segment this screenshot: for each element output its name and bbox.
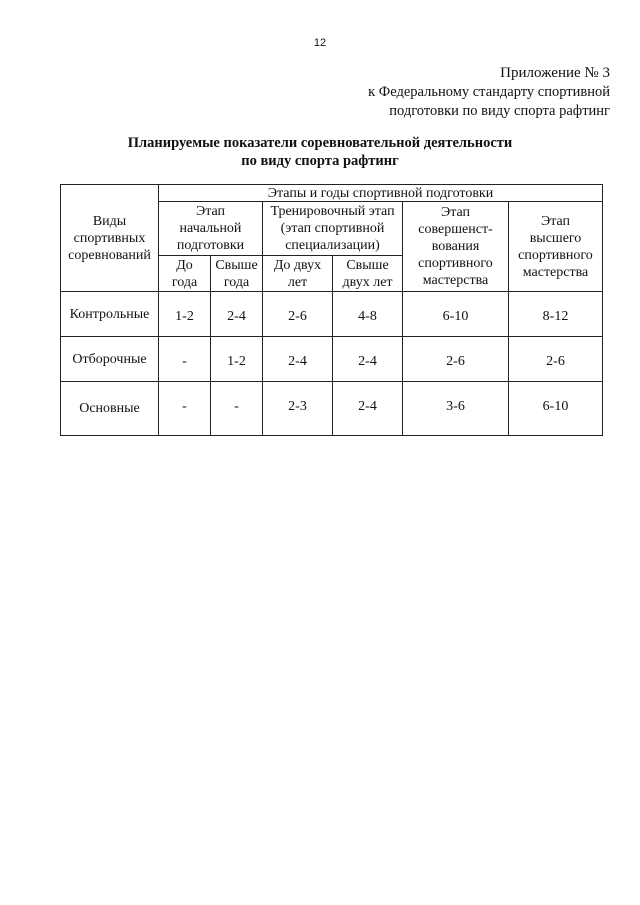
table-row <box>61 337 603 382</box>
header-stage-training: Тренировочный этап (этап спортивной специализации) <box>263 202 403 256</box>
appendix-line-1: Приложение № 3 <box>500 65 610 81</box>
header-training-over-two-years: Свыше двух лет <box>333 256 403 292</box>
table-cell: - <box>211 382 263 436</box>
document-title <box>0 134 640 170</box>
header-stage-initial: Этап начальной подготовки <box>159 202 263 256</box>
table-cell: - <box>159 337 211 382</box>
table-cell: 1-2 <box>159 292 211 337</box>
header-competition-types: Виды спортивных соревнований <box>61 185 159 292</box>
table-cell: 2-6 <box>263 292 333 337</box>
table-cell: 2-6 <box>403 337 509 382</box>
appendix-line-2: к Федеральному стандарту спортивной <box>368 84 610 100</box>
table-cell: 3-6 <box>403 382 509 436</box>
table-cell: 2-4 <box>211 292 263 337</box>
table-cell: 2-4 <box>333 337 403 382</box>
appendix-block <box>368 64 610 121</box>
header-initial-up-to-year: До года <box>159 256 211 292</box>
table-row <box>61 292 603 337</box>
row-label: Контрольные <box>61 292 159 337</box>
table-cell: 8-12 <box>509 292 603 337</box>
appendix-line-3: подготовки по виду спорта рафтинг <box>389 103 610 119</box>
title-line-1: Планируемые показатели соревновательной деятельности <box>127 135 513 151</box>
table-cell: 2-4 <box>333 382 403 436</box>
row-label: Основные <box>61 382 159 436</box>
table-cell: 4-8 <box>333 292 403 337</box>
table-row <box>61 382 603 436</box>
row-label: Отборочные <box>61 337 159 382</box>
header-stage-perfection: Этап совершенст- вования спортивного мастерства <box>403 202 509 292</box>
competition-indicators-table <box>60 184 603 436</box>
header-stage-highest: Этап высшего спортивного мастерства <box>509 202 603 292</box>
title-line-2: по виду спорта рафтинг <box>241 153 399 169</box>
table-cell: 6-10 <box>403 292 509 337</box>
table-cell: 2-3 <box>263 382 333 436</box>
header-training-up-to-two-years: До двух лет <box>263 256 333 292</box>
table-cell: 2-6 <box>509 337 603 382</box>
page-number: 12 <box>313 37 327 49</box>
header-stages: Этапы и годы спортивной подготовки <box>159 185 603 202</box>
table-cell: 2-4 <box>263 337 333 382</box>
header-initial-over-year: Свыше года <box>211 256 263 292</box>
table-cell: - <box>159 382 211 436</box>
table-cell: 6-10 <box>509 382 603 436</box>
table-cell: 1-2 <box>211 337 263 382</box>
